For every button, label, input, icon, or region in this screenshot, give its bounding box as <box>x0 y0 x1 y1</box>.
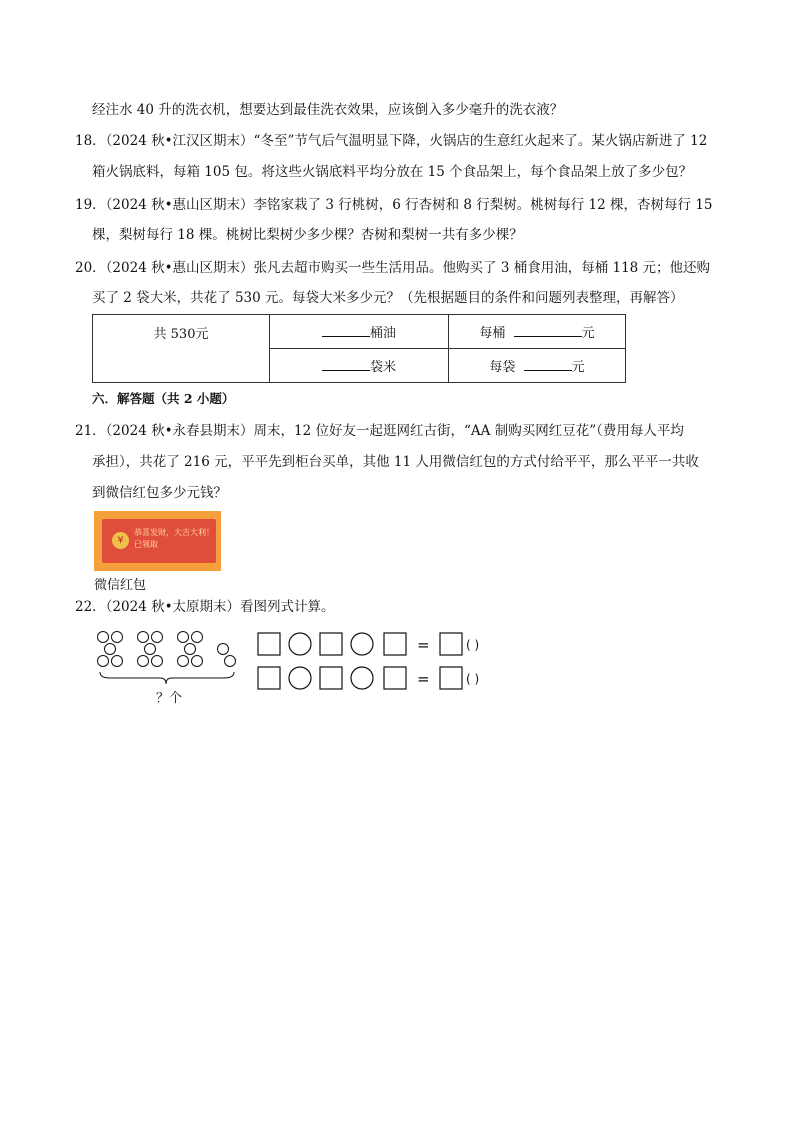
per-barrel-cell <box>449 315 626 349</box>
red-envelope <box>102 519 216 563</box>
counting-figure <box>90 622 520 712</box>
section-heading: 六．解答题（共 2 小题） <box>92 391 235 406</box>
equals-sign: = <box>417 636 430 654</box>
circle-groups <box>98 632 236 685</box>
answer-box[interactable] <box>440 633 462 655</box>
equation-row-2 <box>258 667 462 689</box>
question-20: 20．（2024 秋•惠山区期末）张凡去超市购买一些生活用品。他购买了 3 桶食用油，每桶 118 元；他还购 <box>75 260 711 276</box>
rice-count-blank[interactable] <box>322 356 370 371</box>
answer-box[interactable] <box>440 667 462 689</box>
operator-circle[interactable] <box>351 633 373 655</box>
operator-circle[interactable] <box>289 667 311 689</box>
equation-row-1 <box>258 633 462 655</box>
per-barrel-label: 每桶 <box>479 326 506 341</box>
oil-count-blank[interactable] <box>322 322 370 337</box>
per-bag-cell <box>449 349 626 383</box>
question-21-cont: 承担），共花了 216 元，平平先到柜台买单，其他 11 人用微信红包的方式付给平平，那么平平一共收 <box>92 454 699 470</box>
coin-icon: ¥ <box>112 532 129 549</box>
oil-unit-label: 桶油 <box>369 326 396 341</box>
text-line: 经注水 40 升的洗衣机，想要达到最佳洗衣效果，应该倒入多少毫升的洗衣液？ <box>92 102 564 118</box>
per-bag-label: 每袋 <box>489 360 516 375</box>
operator-circle[interactable] <box>351 667 373 689</box>
q20-table <box>92 314 626 383</box>
red-packet-text <box>134 527 214 551</box>
oil-cell <box>270 315 449 349</box>
question-18: 18．（2024 秋•江汉区期末）“冬至”节气后气温明显下降，火锅店的生意红火起来了。某火锅店新进了 12 <box>75 133 708 149</box>
question-20-cont: 买了 2 袋大米，共花了 530 元。每袋大米多少元？（先根据题目的条件和问题列表整理，再解答） <box>92 290 684 306</box>
question-22: 22．（2024 秋•太原期末）看图列式计算。 <box>75 599 335 615</box>
rice-unit-label: 袋米 <box>369 360 396 375</box>
wechat-red-packet-image <box>94 511 221 571</box>
answer-box[interactable] <box>320 667 342 689</box>
total-label: 共 530元 <box>153 327 209 342</box>
yuan-label: 元 <box>571 360 585 375</box>
brace <box>100 672 234 684</box>
per-barrel-blank[interactable] <box>514 322 582 337</box>
question-19-cont: 棵，梨树每行 18 棵。桃树比梨树少多少棵？杏树和梨树一共有多少棵？ <box>92 227 523 243</box>
per-bag-blank[interactable] <box>524 356 572 371</box>
question-21-cont2: 到微信红包多少元钱？ <box>92 485 227 501</box>
question-21: 21．（2024 秋•永春县期末）周末，12 位好友一起逛网红古街，“AA 制购买网红豆花”（费用每人平均 <box>75 423 684 439</box>
red-packet-caption: 微信红包 <box>94 578 147 593</box>
total-cell <box>93 315 270 383</box>
answer-box[interactable] <box>384 633 406 655</box>
unit-paren: ( ) <box>466 672 480 686</box>
red-packet-status: 已领取 <box>134 540 158 549</box>
unit-paren: ( ) <box>466 638 480 652</box>
answer-box[interactable] <box>320 633 342 655</box>
brace-label: ？个 <box>156 691 183 706</box>
yuan-label: 元 <box>581 326 595 341</box>
question-18-cont: 箱火锅底料，每箱 105 包。将这些火锅底料平均分放在 15 个食品架上，每个食品架上放了多少包？ <box>92 164 693 180</box>
answer-box[interactable] <box>258 667 280 689</box>
question-19: 19．（2024 秋•惠山区期末）李铭家栽了 3 行桃树，6 行杏树和 8 行梨树。桃树每行 12 棵，杏树每行 15 <box>75 197 713 213</box>
equals-sign: = <box>417 670 430 688</box>
rice-cell <box>270 349 449 383</box>
operator-circle[interactable] <box>289 633 311 655</box>
answer-box[interactable] <box>258 633 280 655</box>
red-packet-greeting: 恭喜发财，大吉大利！ <box>134 528 214 537</box>
answer-box[interactable] <box>384 667 406 689</box>
